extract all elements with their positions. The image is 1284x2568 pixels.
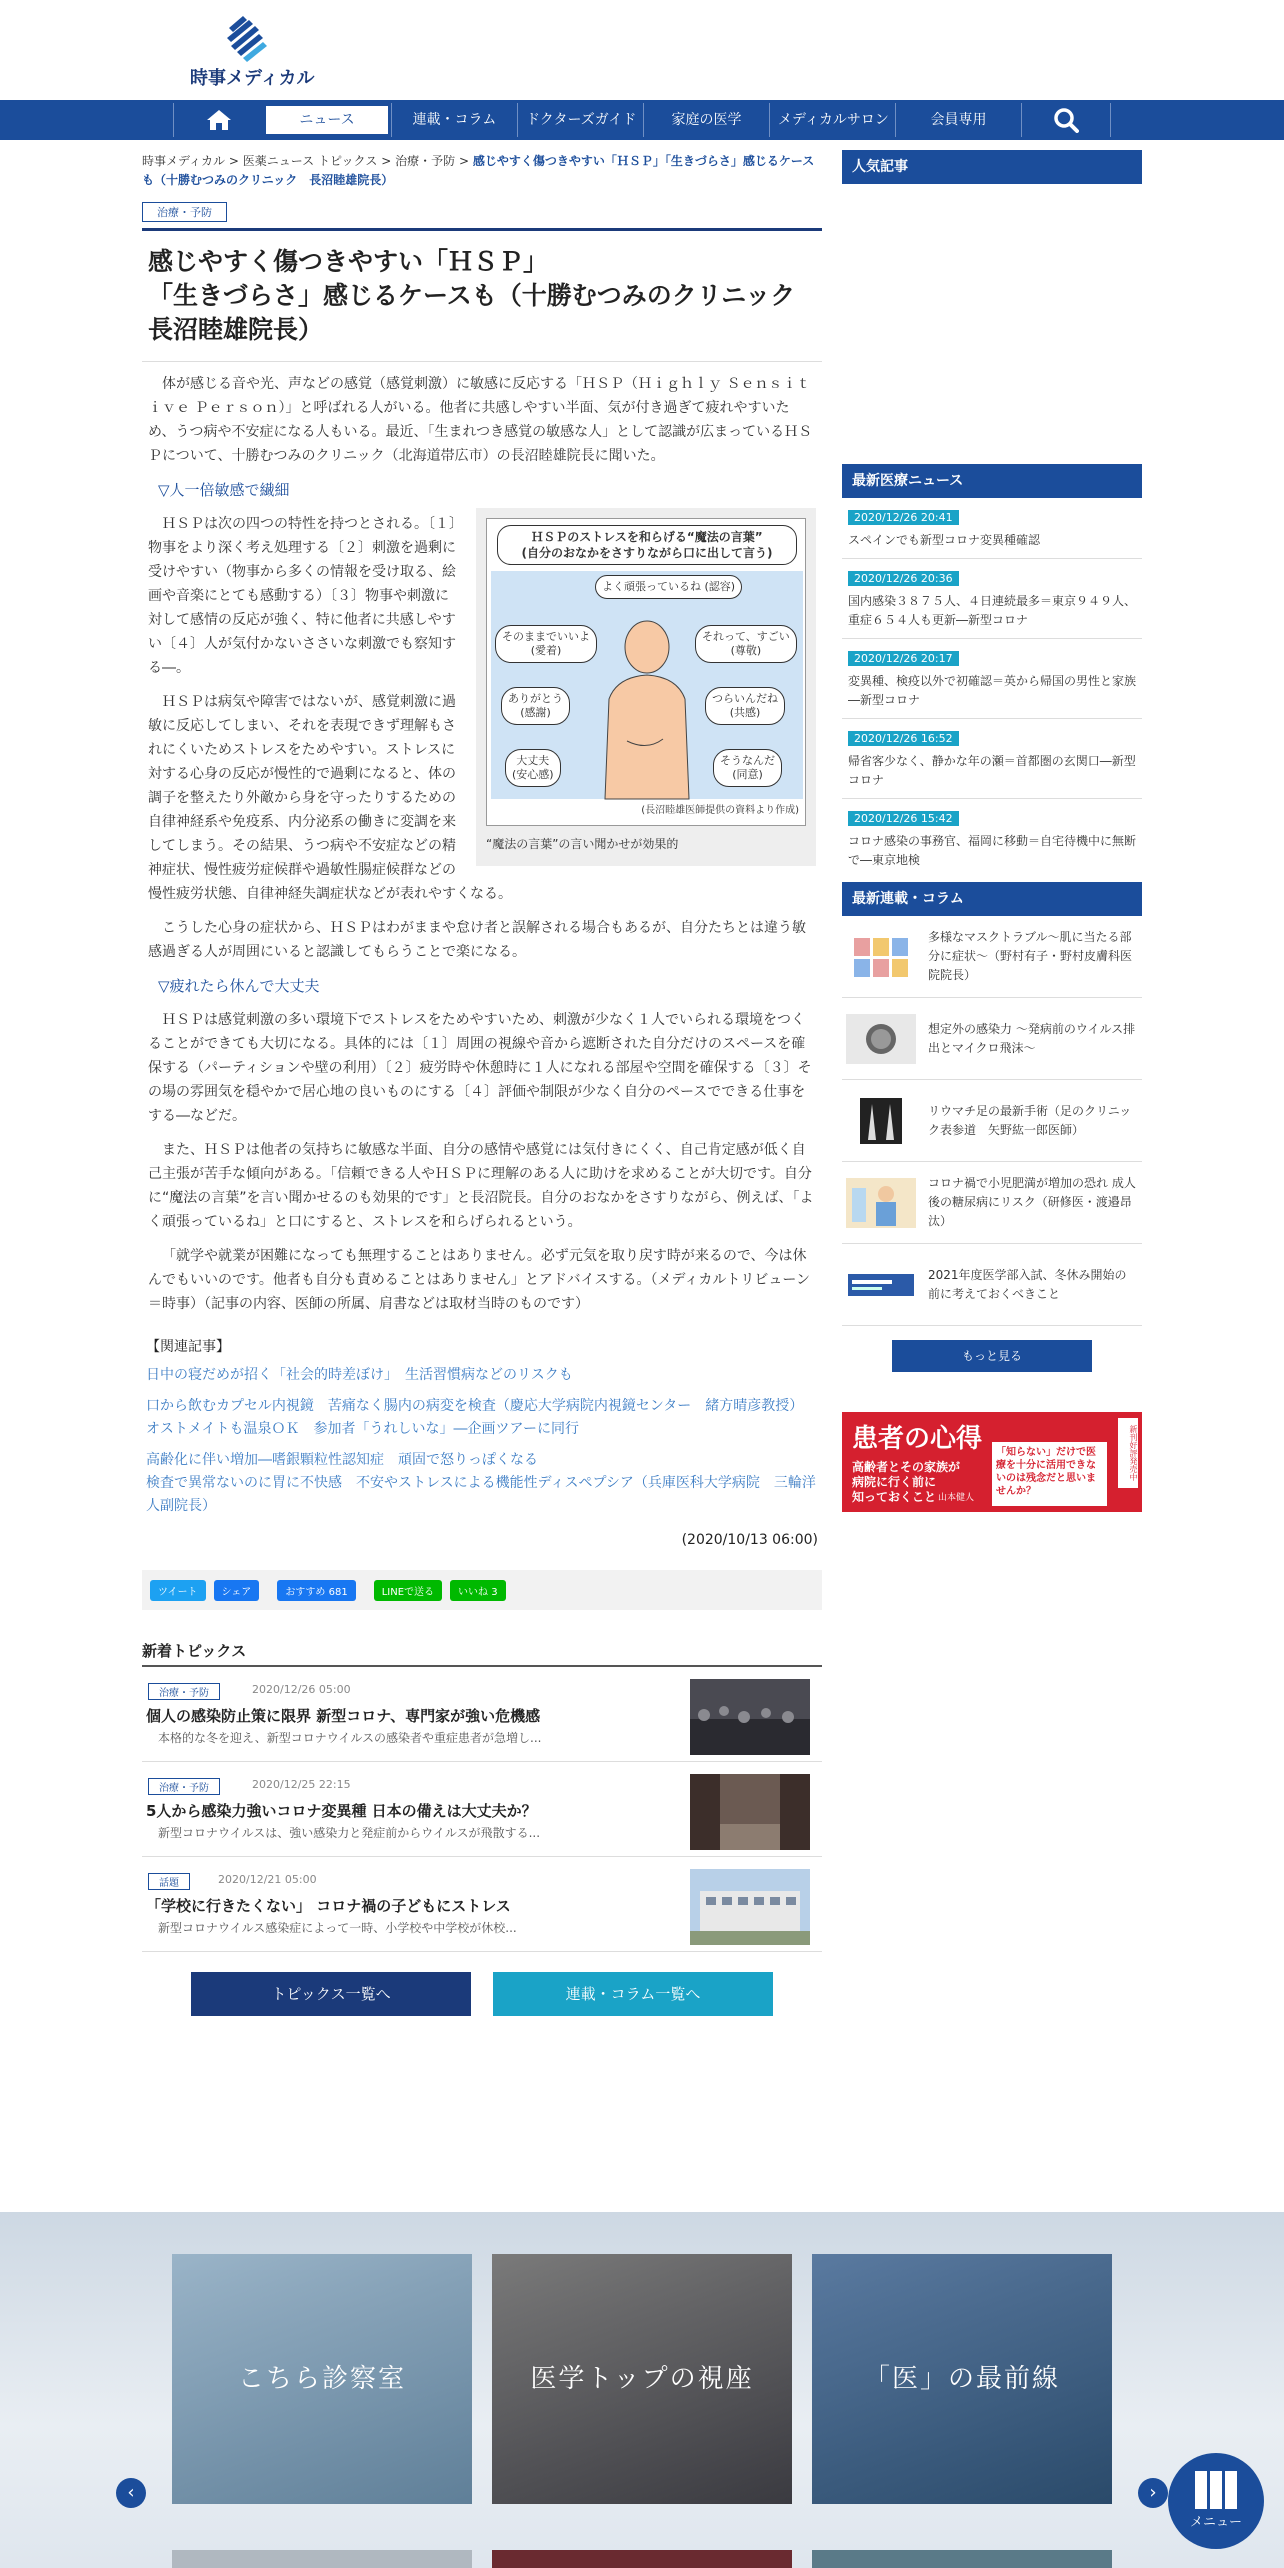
- feature-card-next[interactable]: [172, 2550, 472, 2568]
- site-logo[interactable]: [190, 14, 315, 90]
- news-item[interactable]: [842, 799, 1142, 878]
- nav-news[interactable]: ニュース: [266, 106, 388, 134]
- more-button[interactable]: もっと見る: [892, 1340, 1092, 1372]
- column-item[interactable]: [842, 1244, 1142, 1326]
- nav-doctors-guide[interactable]: ドクターズガイド: [517, 103, 643, 137]
- latest-columns-heading: 最新連載・コラム: [842, 882, 1142, 916]
- topic-item[interactable]: [142, 1762, 822, 1857]
- mask-faces-thumb-icon: [846, 932, 916, 982]
- tweet-button[interactable]: ツイート: [150, 1580, 206, 1601]
- article-date: (2020/10/13 06:00): [681, 1532, 818, 1548]
- paragraph: ＨＳＰは病気や障害ではないが、感覚刺激に過敏に反応してしまい、それを表現できず理解もされにくいためストレスをためやすい。ストレスに対する心身の反応が慢性的で過剰になると、体の調子を整えたり外敵から身を守ったりするための自律神経系や免疫系、内分泌系の働きに変調を来してしまう。その結果、うつ病や不安症などの精神症状、慢性疲労症候群や過敏性腸症候群などの慢性疲労状態、自律神経失調症状などが表れやすくなる。: [148, 694, 512, 902]
- topic-item[interactable]: [142, 1857, 822, 1952]
- site-header: [0, 0, 1284, 100]
- logo-mark-icon: [221, 14, 269, 62]
- paragraph: 体が感じる音や光、声などの感覚（感覚刺激）に敏感に反応する「ＨＳＰ（Ｈｉｇｈｌｙ Ｓｅｎｓｉｔｉｖｅ Ｐｅｒｓｏｎ）」と呼ばれる人がいる。他者に共感しやすい半面、気が付き過ぎて疲れやすいため、うつ病や不安症になる人もいる。最近、「生まれつき感覚の敏感な人」として認識が広まっているＨＳＰについて、十勝むつみのクリニック（北海道帯広市）の長沼睦雄院長に聞いた。: [148, 376, 813, 464]
- topic-date: 2020/12/21 05:00: [218, 1873, 317, 1886]
- sidebar: [842, 150, 1142, 1512]
- figure-source-note: (長沼睦雄医師提供の資料より作成): [641, 805, 799, 816]
- facebook-recommend-button[interactable]: おすすめ 681: [277, 1580, 355, 1601]
- main-column: [142, 152, 822, 2016]
- carousel-next-button[interactable]: [1138, 2478, 1168, 2508]
- topic-date: 2020/12/25 22:15: [252, 1778, 351, 1791]
- street-photo-icon: [690, 1774, 810, 1850]
- news-date: 2020/12/26 16:52: [848, 731, 959, 746]
- virus-thumb-icon: [846, 1014, 916, 1064]
- related-links: [142, 1364, 822, 1518]
- article-body: [142, 372, 822, 1316]
- menu-label: メニュー: [1189, 2515, 1242, 2530]
- title-rule: [142, 228, 822, 231]
- topic-buttons: [142, 1972, 822, 2016]
- carousel-prev-button[interactable]: [116, 2478, 146, 2508]
- nav-columns[interactable]: 連載・コラム: [391, 103, 517, 137]
- crowd-photo-icon: [690, 1679, 810, 1755]
- books-icon: [1191, 2465, 1241, 2513]
- columns-list-button[interactable]: 連載・コラム一覧へ: [493, 1972, 773, 2016]
- nav-medical-salon[interactable]: メディカルサロン: [769, 103, 895, 137]
- column-title: 想定外の感染力 ～発病前のウイルス排出とマイクロ飛沫～: [928, 1021, 1136, 1055]
- topic-item[interactable]: [142, 1667, 822, 1762]
- breadcrumb: 時事メディカル > 医薬ニュース トピックス > 治療・予防 > 感じやすく傷つきやすい「ＨＳＰ」「生きづらさ」感じるケースも（十勝むつみのクリニック 長沼睦雄院長）: [142, 154, 815, 187]
- news-item[interactable]: [842, 639, 1142, 719]
- ad-side-label: 新刊好評発売中: [1118, 1418, 1138, 1488]
- magic-word-bubble: よく頑張っているね (認容): [595, 575, 742, 599]
- popular-heading: 人気記事: [842, 150, 1142, 184]
- topic-desc: 新型コロナウイルス感染症によって一時、小学校や中学校が休校...: [158, 1921, 517, 1935]
- column-item[interactable]: [842, 998, 1142, 1080]
- paragraph: こうした心身の症状から、ＨＳＰはわがままや怠け者と誤解される場合もあるが、自分たちとは違う敏感過ぎる人が周囲にいると認識してもらうことで楽になる。: [148, 920, 806, 960]
- paragraph: また、ＨＳＰは他者の気持ちに敏感な半面、自分の感情や感覚には気付きにくく、自己肯定感が低く自己主張が苦手な傾向がある。「信頼できる人やＨＳＰに理解のある人に助けを求めることが大切です。自分に“魔法の言葉”を言い聞かせるのも効果的です」と長沼院長。自分のおなかをさすりながら、例えば、「よく頑張っているね」と口にすると、ストレスを和らげられるという。: [148, 1142, 814, 1230]
- breadcrumb-news-topics[interactable]: 医薬ニュース トピックス: [242, 154, 378, 168]
- topic-tag: 治療・予防: [148, 1683, 220, 1700]
- related-link[interactable]: 高齢化に伴い増加―嗜銀顆粒性認知症 頑固で怒りっぽくなる: [146, 1452, 538, 1468]
- news-title: 帰省客少なく、静かな年の瀬＝首都圏の玄関口―新型コロナ: [848, 754, 1136, 787]
- news-title: スペインでも新型コロナ変異種確認: [848, 533, 1041, 547]
- news-title: 国内感染３８７５人、４日連続最多＝東京９４９人、重症６５４人も更新―新型コロナ: [848, 594, 1137, 627]
- nav-members[interactable]: 会員専用: [895, 103, 1021, 137]
- figure-title: ＨＳＰのストレスを和らげる“魔法の言葉” (自分のおなかをさすりながら口に出して言う): [497, 525, 797, 565]
- feature-card-consult-room[interactable]: こちら診察室: [172, 2254, 472, 2504]
- breadcrumb-current: 感じやすく傷つきやすい「ＨＳＰ」「生きづらさ」感じるケースも（十勝むつみのクリニック 長沼睦雄院長）: [142, 154, 815, 187]
- news-title: 変異種、検疫以外で初確認＝英から帰国の男性と家族―新型コロナ: [848, 674, 1137, 707]
- column-title: リウマチ足の最新手術（足のクリニック表参道 矢野紘一郎医師）: [928, 1103, 1132, 1137]
- news-item[interactable]: [842, 498, 1142, 559]
- figure-caption: “魔法の言葉”の言い聞かせが効果的: [486, 837, 679, 851]
- breadcrumb-treatment[interactable]: 治療・予防: [395, 154, 456, 168]
- ad-author: 山本健人: [938, 1493, 975, 1503]
- ad-title: 患者の心得: [852, 1424, 983, 1454]
- news-title: コロナ感染の事務官、福岡に移動＝自宅待機中に無断で―東京地検: [848, 834, 1137, 867]
- new-topics-heading: 新着トピックス: [142, 1640, 822, 1667]
- column-title: 2021年度医学部入試、冬休み開始の前に考えておくべきこと: [928, 1267, 1127, 1301]
- xray-feet-thumb-icon: [846, 1096, 916, 1146]
- topics-list-button[interactable]: トピックス一覧へ: [191, 1972, 471, 2016]
- child-obesity-thumb-icon: [846, 1178, 916, 1228]
- feature-card-frontline[interactable]: 「医」の最前線: [812, 2254, 1112, 2504]
- article-title: 感じやすく傷つきやすい「ＨＳＰ」 「生きづらさ」感じるケースも（十勝むつみのクリニック 長沼睦雄院長）: [142, 245, 822, 362]
- nav-home[interactable]: [173, 103, 263, 137]
- school-photo-icon: [690, 1869, 810, 1945]
- news-date: 2020/12/26 20:17: [848, 651, 959, 666]
- home-icon: [206, 109, 232, 131]
- breadcrumb-home[interactable]: 時事メディカル: [142, 154, 226, 168]
- menu-button[interactable]: [1168, 2453, 1264, 2549]
- logo-text: 時事メディカル: [190, 68, 315, 89]
- feature-carousel: [0, 2212, 1284, 2568]
- magic-word-bubble: それって、すごい (尊敬): [695, 625, 797, 663]
- magic-word-bubble: ありがとう (感謝): [501, 687, 570, 725]
- topic-tag: 治療・予防: [148, 1778, 220, 1795]
- subheading: ▽疲れたら休んで大丈夫: [158, 977, 320, 995]
- subheading: ▽人一倍敏感で繊細: [158, 481, 290, 499]
- news-date: 2020/12/26 20:36: [848, 571, 959, 586]
- column-item[interactable]: [842, 916, 1142, 998]
- ad-subtitle: 高齢者とその家族が 病院に行く前に 知っておくこと: [852, 1460, 961, 1504]
- magic-word-bubble: 大丈夫 (安心感): [505, 749, 561, 787]
- topic-tag: 話題: [148, 1873, 190, 1890]
- news-item[interactable]: [842, 559, 1142, 639]
- magic-word-bubble: そのままでいいよ (愛着): [495, 625, 597, 663]
- figure-illustration: [486, 518, 806, 826]
- related-link[interactable]: オストメイトも温泉ＯＫ 参加者「うれしいな」―企画ツアーに同行: [146, 1421, 580, 1437]
- column-title: 多様なマスクトラブル～肌に当たる部分に症状～（野村有子・野村皮膚科医院院長）: [928, 930, 1133, 982]
- chevron-right-icon: ›: [1149, 2482, 1157, 2503]
- global-nav: [0, 100, 1284, 140]
- related-heading: 【関連記事】: [146, 1339, 230, 1355]
- nav-search[interactable]: [1021, 103, 1111, 137]
- column-item[interactable]: [842, 1080, 1142, 1162]
- column-title: コロナ禍で小児肥満が増加の恐れ 成人後の糖尿病にリスク（研修医・渡邉昂汰）: [928, 1176, 1136, 1228]
- related-link[interactable]: 検査で異常ないのに胃に不快感 不安やストレスによる機能性ディスペプシア（兵庫医科大学病院 三輪洋人副院長）: [146, 1475, 816, 1514]
- news-item[interactable]: [842, 719, 1142, 799]
- exam-thumb-icon: [846, 1260, 916, 1310]
- line-like-button[interactable]: いいね 3: [450, 1580, 506, 1601]
- magic-word-bubble: そうなんだ (同意): [713, 749, 782, 787]
- topic-desc: 本格的な冬を迎え、新型コロナウイルスの感染者や重症患者が急増し...: [158, 1731, 542, 1745]
- facebook-share-button[interactable]: シェア: [214, 1580, 260, 1601]
- news-date: 2020/12/26 20:41: [848, 510, 959, 525]
- nav-home-medicine[interactable]: 家庭の医学: [643, 103, 769, 137]
- topic-title: 5人から感染力強いコロナ変異種 日本の備えは大丈夫か？: [146, 1802, 537, 1820]
- latest-news-heading: 最新医療ニュース: [842, 464, 1142, 498]
- share-bar: [142, 1570, 822, 1610]
- column-item[interactable]: [842, 1162, 1142, 1244]
- news-date: 2020/12/26 15:42: [848, 811, 959, 826]
- category-tag[interactable]: 治療・予防: [142, 202, 227, 222]
- topic-title: 個人の感染防止策に限界 新型コロナ、専門家が強い危機感: [146, 1707, 541, 1725]
- feature-card-next[interactable]: [492, 2550, 792, 2568]
- related-link[interactable]: 口から飲むカプセル内視鏡 苦痛なく腸内の病変を検査（慶応大学病院内視鏡センター 緒方晴彦教授）: [146, 1398, 804, 1414]
- paragraph: 「就学や就業が困難になっても無理することはありません。必ず元気を取り戻す時が来るので、今は休んでもいいのです。他者も自分も責めることはありません」とアドバイスする。（メディカルトリビューン＝時事）（記事の内容、医師の所属、肩書などは取材当時のものです）: [148, 1248, 811, 1312]
- feature-card-top-view[interactable]: 医学トップの視座: [492, 2254, 792, 2504]
- feature-card-next[interactable]: [812, 2550, 1112, 2568]
- topic-title: 「学校に行きたくない」 コロナ禍の子どもにストレス: [146, 1897, 511, 1915]
- ad-note: 「知らない」だけで医療を十分に活用できないのは残念だと思いませんか？: [992, 1442, 1107, 1506]
- magic-word-bubble: つらいんだね (共感): [705, 687, 785, 725]
- line-send-button[interactable]: LINEで送る: [374, 1580, 442, 1601]
- topic-date: 2020/12/26 05:00: [252, 1683, 351, 1696]
- paragraph: ＨＳＰは感覚刺激の多い環境下でストレスをためやすいため、刺激が少なく１人でいられる環境をつくることができても大切になる。具体的には〔１〕周囲の視線や音から遮断された自分だけのスペースを確保する（パーティションや壁の利用）〔２〕疲労時や休憩時に１人になれる部屋や空間を確保する〔３〕その場の雰囲気を穏やかで居心地の良いものにする〔４〕評価や制限が少なく自分のペースでできる仕事をする―などだ。: [148, 1012, 812, 1124]
- search-icon: [1053, 107, 1079, 133]
- article-figure: [476, 508, 816, 866]
- chevron-left-icon: ‹: [127, 2482, 135, 2503]
- topic-desc: 新型コロナウイルスは、強い感染力と発症前からウイルスが飛散する...: [158, 1826, 541, 1840]
- related-link[interactable]: 日中の寝だめが招く「社会的時差ぼけ」 生活習慣病などのリスクも: [146, 1367, 573, 1383]
- paragraph: ＨＳＰは次の四つの特性を持つとされる。〔１〕物事をより深く考え処理する〔２〕刺激を過剰に受けやすい（物事から多くの情報を受け取る、絵画や音楽にとても感動する）〔３〕物事や刺激に対して感情の反応が強く、特に他者に共感しやすい〔４〕人が気付かないささいな刺激でも察知する―。: [148, 516, 456, 676]
- book-ad-banner[interactable]: [842, 1412, 1142, 1512]
